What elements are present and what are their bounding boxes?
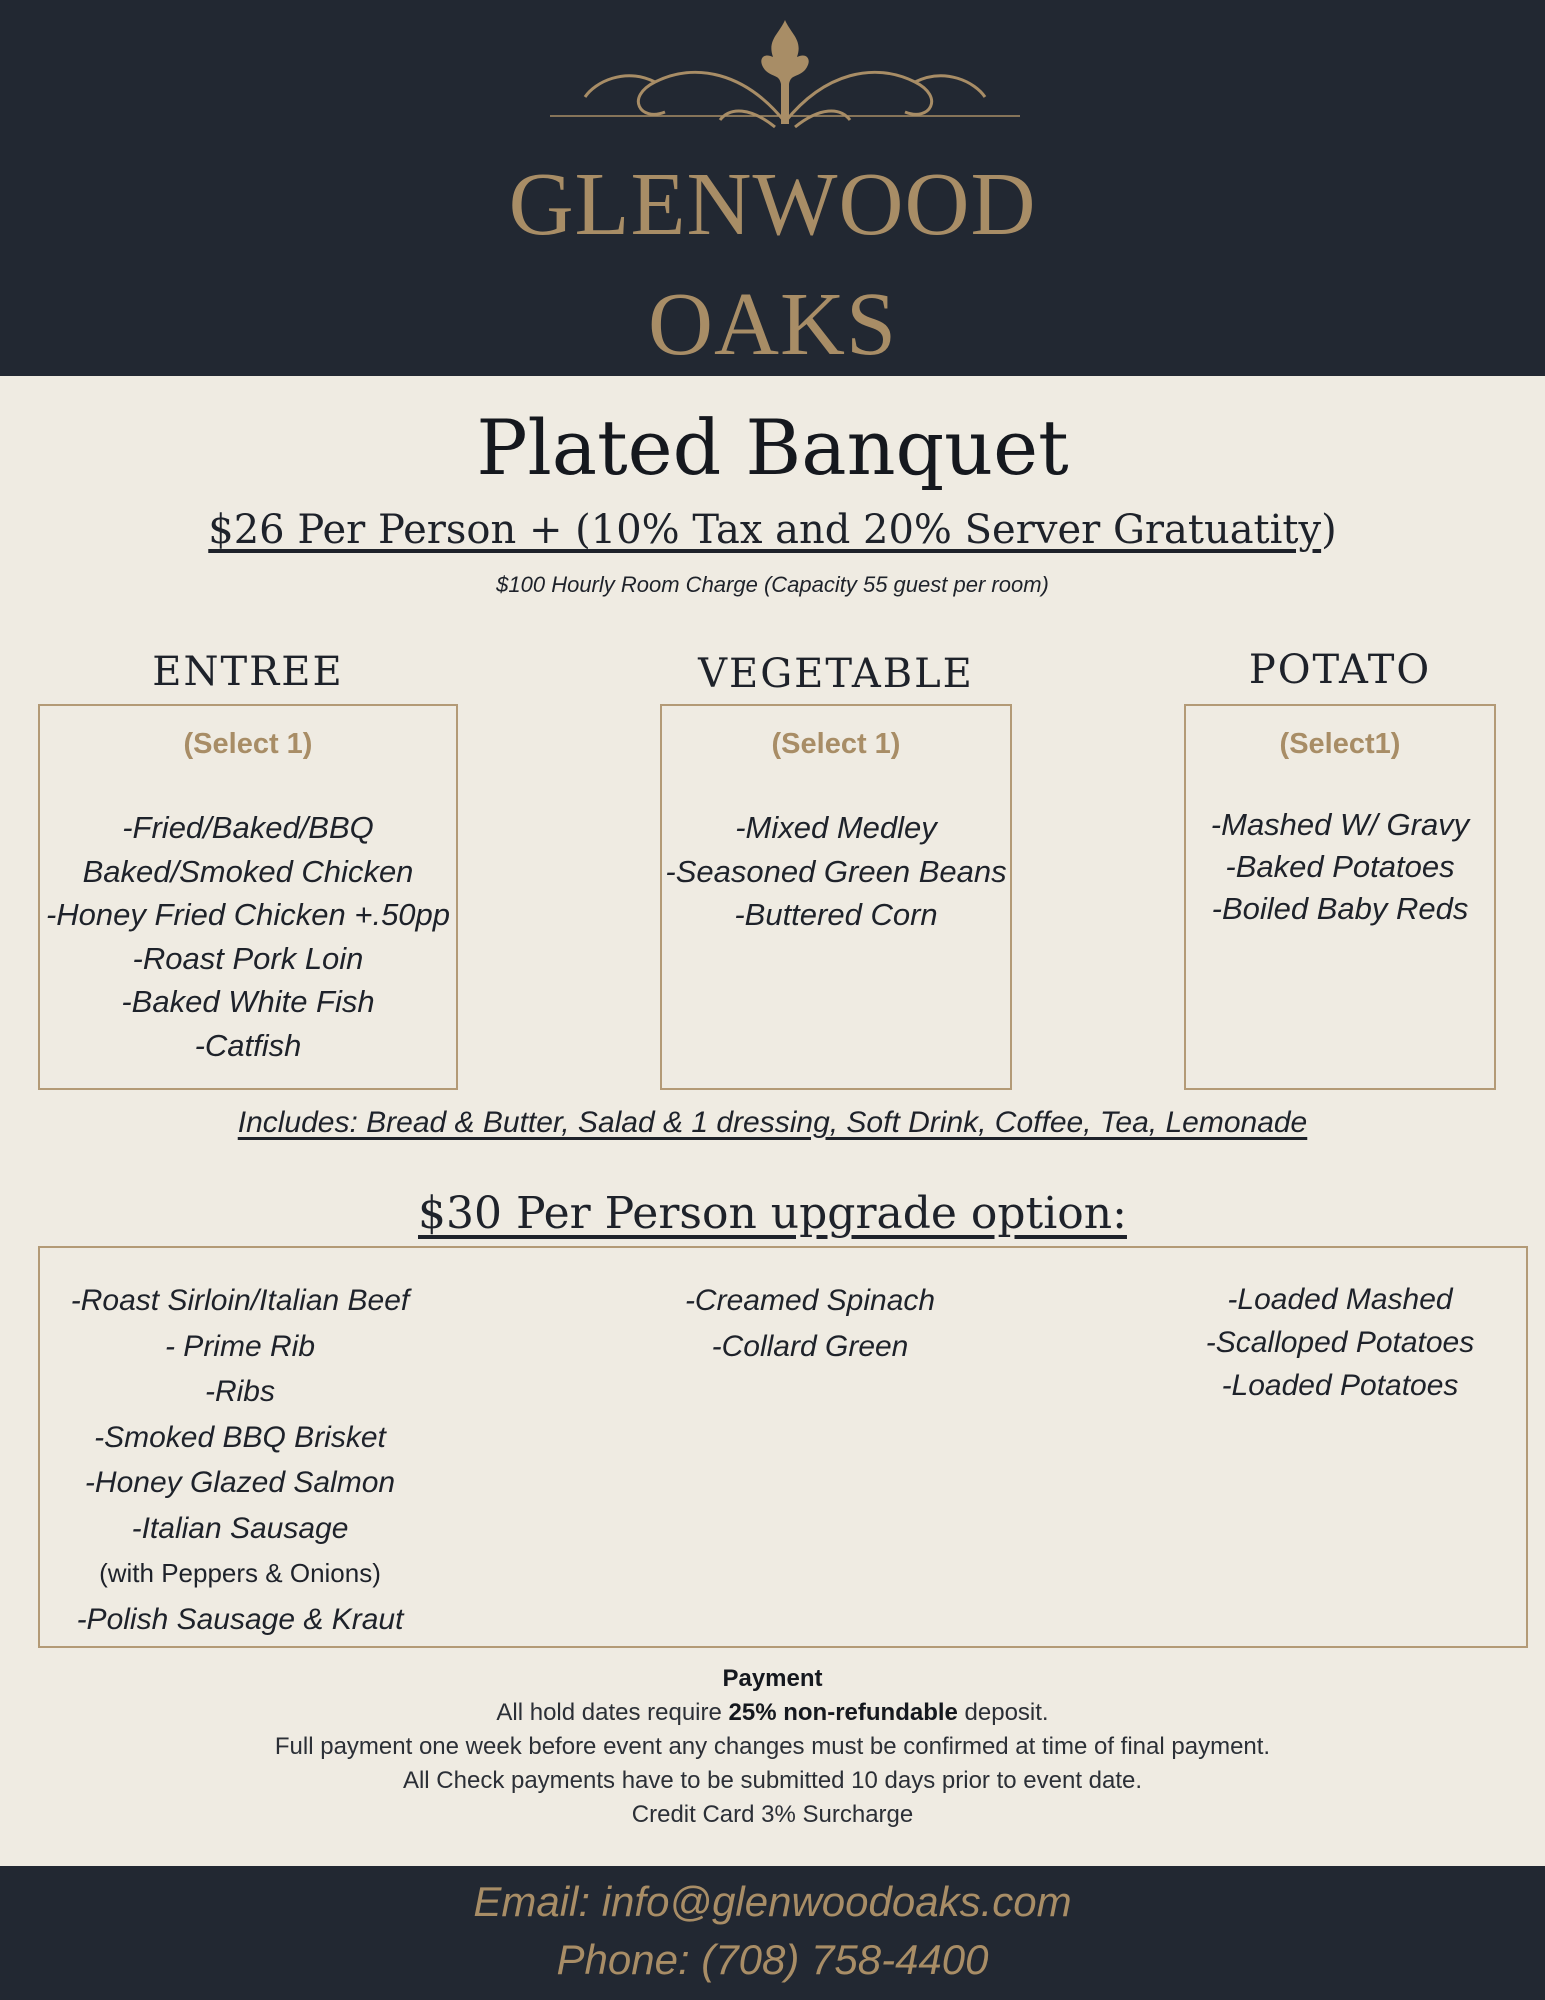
upgrade-potato-list (1140, 1278, 1540, 1407)
list-item: -Buttered Corn (734, 897, 938, 932)
contact-email[interactable]: Email: info@glenwoodoaks.com (473, 1878, 1072, 1925)
list-item: -Ribs (204, 1375, 275, 1408)
list-item: -Roast Pork Loin (132, 940, 364, 976)
list-item: -Loaded Mashed (1227, 1283, 1453, 1316)
upgrade-vegetable-list (610, 1278, 1010, 1369)
vegetable-list (662, 806, 1010, 937)
room-charge: $100 Hourly Room Charge (Capacity 55 guest per room) (496, 572, 1049, 597)
ornament-flourish-icon (545, 12, 1025, 152)
entree-heading: ENTREE (152, 649, 344, 695)
list-item: -Boiled Baby Reds (1211, 891, 1469, 926)
entree-list (40, 806, 456, 1067)
upgrade-entree-list (40, 1278, 440, 1642)
payment-text: deposit. (957, 1699, 1049, 1726)
vegetable-box (660, 704, 1012, 1090)
payment-line: Credit Card 3% Surcharge (631, 1801, 914, 1828)
price-close: ) (1321, 507, 1337, 553)
price-text: $26 Per Person + (10% Tax and 20% Server Gratuatity (208, 507, 1322, 553)
list-item: -Italian Sausage (131, 1511, 349, 1545)
list-item: -Roast Sirloin/Italian Beef (70, 1284, 410, 1317)
payment-line: Full payment one week before event any changes must be confirmed at time of final payment. (274, 1733, 1271, 1760)
payment-deposit-line (0, 1696, 1545, 1730)
list-item: -Scalloped Potatoes (1205, 1326, 1475, 1359)
list-item: -Honey Fried Chicken +.50pp (45, 897, 451, 932)
list-item: -Loaded Potatoes (1221, 1369, 1459, 1402)
payment-line: All Check payments have to be submitted 10 days prior to event date. (402, 1767, 1143, 1794)
list-item: Baked/Smoked Chicken (82, 853, 414, 889)
list-item: -Honey Glazed Salmon (84, 1466, 396, 1499)
payment-text: All hold dates require (496, 1699, 729, 1726)
contact-phone[interactable]: Phone: (708) 758-4400 (556, 1936, 989, 1983)
potato-list (1186, 804, 1494, 930)
header-banner (0, 0, 1545, 376)
list-item: -Mixed Medley (735, 810, 937, 845)
entree-select-note: (Select 1) (183, 728, 313, 760)
potato-select-note: (Select1) (1279, 728, 1401, 760)
brand-name-line2: OAKS (647, 275, 898, 374)
list-item: -Baked Potatoes (1225, 849, 1455, 884)
upgrade-title: $30 Per Person upgrade option: (418, 1188, 1127, 1239)
list-item: - Prime Rib (164, 1329, 315, 1363)
potato-heading: POTATO (1248, 647, 1432, 693)
price-line (0, 507, 1545, 553)
footer-banner (0, 1866, 1545, 2000)
includes-line: Includes: Bread & Butter, Salad & 1 dressing, Soft Drink, Coffee, Tea, Lemonade (237, 1106, 1308, 1139)
list-item: -Mashed W/ Gravy (1210, 807, 1470, 842)
list-item: -Creamed Spinach (684, 1284, 936, 1317)
list-item: -Seasoned Green Beans (665, 853, 1007, 889)
brand-name-line1: GLENWOOD (508, 155, 1037, 254)
list-item: -Collard Green (711, 1329, 909, 1363)
payment-heading: Payment (722, 1665, 823, 1692)
payment-emphasis: 25% non-refundable (728, 1699, 958, 1726)
list-item: -Fried/Baked/BBQ (122, 810, 374, 845)
vegetable-select-note: (Select 1) (771, 728, 901, 760)
list-item-note: (with Peppers & Onions) (99, 1558, 381, 1588)
vegetable-heading: VEGETABLE (698, 651, 974, 697)
page-title: Plated Banquet (476, 403, 1069, 492)
list-item: -Smoked BBQ Brisket (94, 1420, 386, 1454)
payment-section (0, 1662, 1545, 1832)
list-item: -Baked White Fish (121, 984, 375, 1019)
list-item: -Polish Sausage & Kraut (76, 1602, 404, 1636)
entree-box (38, 704, 458, 1090)
list-item: -Catfish (194, 1027, 302, 1063)
potato-box (1184, 704, 1496, 1090)
